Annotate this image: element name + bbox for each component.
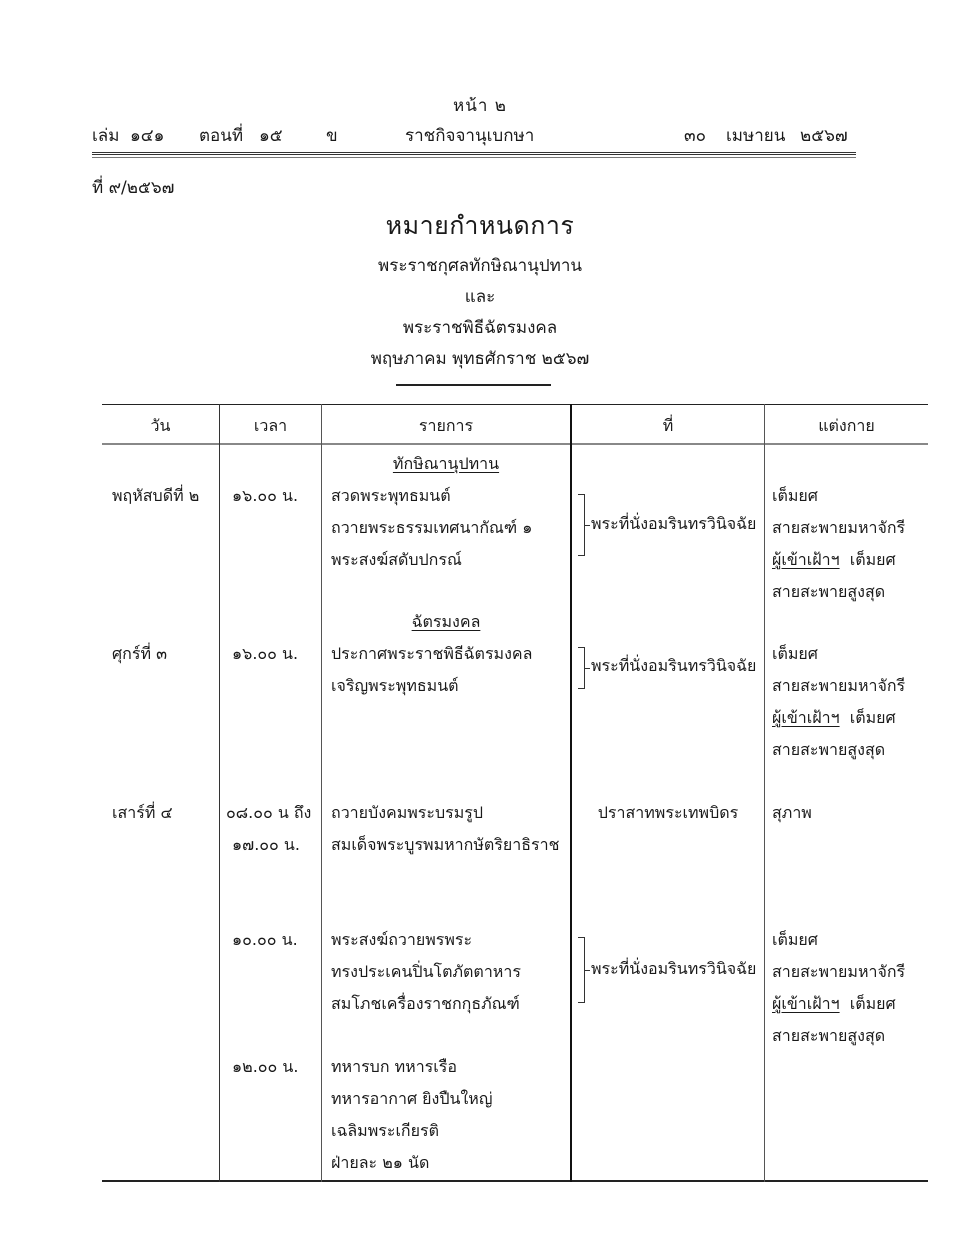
attire-cell: เต็มยศ สายสะพายมหาจักรี ผู้เข้าเฝ้าฯ เต็มยศ สายสะพายสูงสุด [772, 486, 906, 601]
date-day: ๓๐ [684, 126, 706, 146]
day-cell: พฤหัสบดีที่ ๒ [112, 486, 200, 505]
column-divider [764, 404, 765, 1182]
header-time: เวลา [253, 416, 288, 435]
section-number: ๑๕ [259, 126, 283, 146]
subtitle-line: พฤษภาคม พุทธศักราช ๒๕๖๗ [370, 349, 590, 369]
table-top-border [102, 404, 928, 405]
attire-cell: สุภาพ [772, 803, 812, 822]
place-cell: พระที่นั่งอมรินทรวินิจฉัย [591, 656, 757, 675]
running-header [92, 122, 856, 152]
header-bottom-border [102, 443, 928, 445]
title-rule [396, 384, 551, 386]
program-cell: พระสงฆ์ถวายพรพระ ทรงประเคนปิ่นโตภัตตาหาร สมโภชเครื่องราชกกุธภัณฑ์ [331, 930, 521, 1013]
time-cell: ๐๘.๐๐ น ถึง ๑๗.๐๐ น. [226, 803, 312, 854]
table-bottom-border [102, 1180, 928, 1182]
volume-label: เล่ม [92, 126, 120, 146]
day-cell: เสาร์ที่ ๔ [112, 803, 173, 822]
header-place: ที่ [662, 416, 674, 435]
section-heading: ทักษิณานุปทาน [392, 454, 500, 473]
column-divider [321, 404, 322, 1182]
program-cell: ทหารบก ทหารเรือ ทหารอากาศ ยิงปืนใหญ่ เฉลิมพระเกียรติ ฝ่ายละ ๒๑ นัด [331, 1057, 493, 1172]
attire-cell: เต็มยศ สายสะพายมหาจักรี ผู้เข้าเฝ้าฯ เต็มยศ สายสะพายสูงสุด [772, 644, 906, 759]
program-cell: สวดพระพุทธมนต์ ถวายพระธรรมเทศนากัณฑ์ ๑ พระสงฆ์สดับปกรณ์ [331, 486, 533, 569]
program-cell: ถวายบังคมพระบรมรูป สมเด็จพระบูรพมหากษัตริยาธิราช [331, 803, 560, 854]
program-cell: ประกาศพระราชพิธีฉัตรมงคล เจริญพระพุทธมนต์ [331, 644, 533, 695]
subtitle-line: และ [464, 287, 496, 307]
day-cell: ศุกร์ที่ ๓ [112, 644, 168, 663]
time-cell: ๑๖.๐๐ น. [232, 644, 299, 663]
publication-name: ราชกิจจานุเบกษา [405, 126, 535, 146]
section-heading: ฉัตรมงคล [411, 612, 481, 631]
document-number: ที่ ๙/๒๕๖๗ [92, 178, 175, 198]
header-day: วัน [150, 416, 171, 435]
column-divider [570, 404, 572, 1182]
date-year: ๒๕๖๗ [800, 126, 848, 146]
document-title: หมายกำหนดการ [385, 211, 575, 240]
section-label: ตอนที่ [199, 126, 244, 146]
date-month: เมษายน [726, 126, 786, 146]
header-attire: แต่งกาย [818, 416, 875, 435]
page-number: หน้า ๒ [453, 96, 507, 116]
place-cell: พระที่นั่งอมรินทรวินิจฉัย [591, 514, 757, 533]
subtitle-line: พระราชกุศลทักษิณานุปทาน [378, 256, 582, 276]
time-cell: ๑๒.๐๐ น. [232, 1057, 299, 1076]
volume-number: ๑๔๑ [130, 126, 165, 146]
section-type: ข [326, 126, 338, 146]
header-program: รายการ [418, 416, 474, 435]
header-rule [92, 152, 856, 158]
column-divider [219, 404, 220, 1182]
attire-cell: เต็มยศ สายสะพายมหาจักรี ผู้เข้าเฝ้าฯ เต็มยศ สายสะพายสูงสุด [772, 930, 906, 1045]
subtitle-line: พระราชพิธีฉัตรมงคล [402, 318, 558, 338]
bracket-icon [578, 937, 585, 1003]
place-cell: พระที่นั่งอมรินทรวินิจฉัย [591, 959, 757, 978]
bracket-icon [578, 494, 585, 556]
place-cell: ปราสาทพระเทพบิดร [597, 803, 739, 822]
bracket-icon [578, 647, 585, 689]
time-cell: ๑๐.๐๐ น. [232, 930, 298, 949]
time-cell: ๑๖.๐๐ น. [232, 486, 299, 505]
